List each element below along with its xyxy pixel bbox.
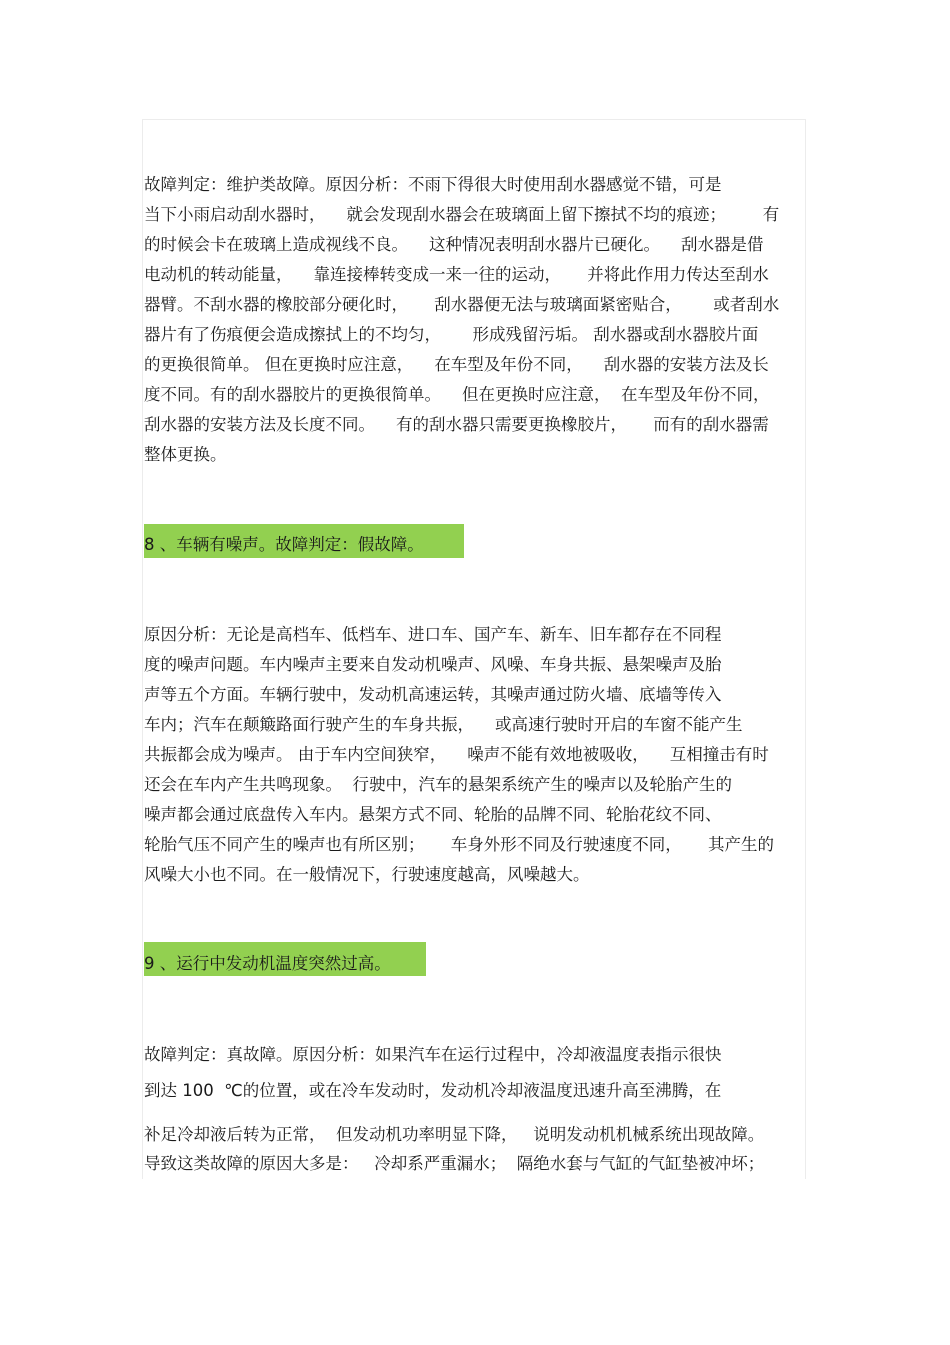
paragraph-line: 度的噪声问题。车内噪声主要来自发动机噪声、风噪、车身共振、悬架噪声及胎 xyxy=(144,655,722,674)
paragraph-line: 轮胎气压不同产生的噪声也有所区别； 车身外形不同及行驶速度不同， 其产生的 xyxy=(144,835,774,854)
paragraph-line: 故障判定：真故障。原因分析：如果汽车在运行过程中，冷却液温度表指示很快 xyxy=(144,1045,722,1064)
paragraph-line: 风噪大小也不同。在一般情况下，行驶速度越高，风噪越大。 xyxy=(144,865,590,884)
section-heading-9: 9 、运行中发动机温度突然过高。 xyxy=(144,954,391,973)
paragraph-line: 的更换很简单。 但在更换时应注意， 在车型及年份不同， 刮水器的安装方法及长 xyxy=(144,355,769,374)
paragraph-line: 共振都会成为噪声。 由于车内空间狭窄， 噪声不能有效地被吸收， 互相撞击有时 xyxy=(144,745,769,764)
paragraph-line: 车内；汽车在颠簸路面行驶产生的车身共振， 或高速行驶时开启的车窗不能产生 xyxy=(144,715,743,734)
paragraph-line: 器片有了伤痕便会造成擦拭上的不均匀， 形成残留污垢。 刮水器或刮水器胶片面 xyxy=(144,325,759,344)
paragraph-line: 原因分析：无论是高档车、低档车、进口车、国产车、新车、旧车都存在不同程 xyxy=(144,625,722,644)
paragraph-line: 还会在车内产生共鸣现象。 行驶中，汽车的悬架系统产生的噪声以及轮胎产生的 xyxy=(144,775,732,794)
paragraph-line: 刮水器的安装方法及长度不同。 有的刮水器只需要更换橡胶片， 而有的刮水器需 xyxy=(144,415,769,434)
section-heading-8: 8 、车辆有噪声。故障判定：假故障。 xyxy=(144,535,424,554)
paragraph-line: 补足冷却液后转为正常， 但发动机功率明显下降， 说明发动机机械系统出现故障。 xyxy=(144,1125,765,1144)
paragraph-line: 导致这类故障的原因大多是： 冷却系严重漏水； 隔绝水套与气缸的气缸垫被冲坏； xyxy=(144,1154,765,1173)
paragraph-line: 故障判定：维护类故障。原因分析：不雨下得很大时使用刮水器感觉不错，可是 xyxy=(144,175,722,194)
paragraph-line: 电动机的转动能量， 靠连接棒转变成一来一往的运动， 并将此作用力传达至刮水 xyxy=(144,265,769,284)
paragraph-line: 到达 100 ℃的位置，或在冷车发动时，发动机冷却液温度迅速升高至沸腾，在 xyxy=(144,1081,722,1100)
paragraph-line: 噪声都会通过底盘传入车内。悬架方式不同、轮胎的品牌不同、轮胎花纹不同、 xyxy=(144,805,722,824)
paragraph-line: 当下小雨启动刮水器时， 就会发现刮水器会在玻璃面上留下擦拭不均的痕迹； 有 xyxy=(144,205,780,224)
paragraph-line: 器臂。不刮水器的橡胶部分硬化时， 刮水器便无法与玻璃面紧密贴合， 或者刮水 xyxy=(144,295,780,314)
paragraph-line: 度不同。有的刮水器胶片的更换很简单。 但在更换时应注意， 在车型及年份不同， xyxy=(144,385,770,404)
paragraph-line: 的时候会卡在玻璃上造成视线不良。 这种情况表明刮水器片已硬化。 刮水器是借 xyxy=(144,235,764,254)
paragraph-line: 整体更换。 xyxy=(144,445,227,464)
paragraph-line: 声等五个方面。车辆行驶中，发动机高速运转，其噪声通过防火墙、底墙等传入 xyxy=(144,685,722,704)
